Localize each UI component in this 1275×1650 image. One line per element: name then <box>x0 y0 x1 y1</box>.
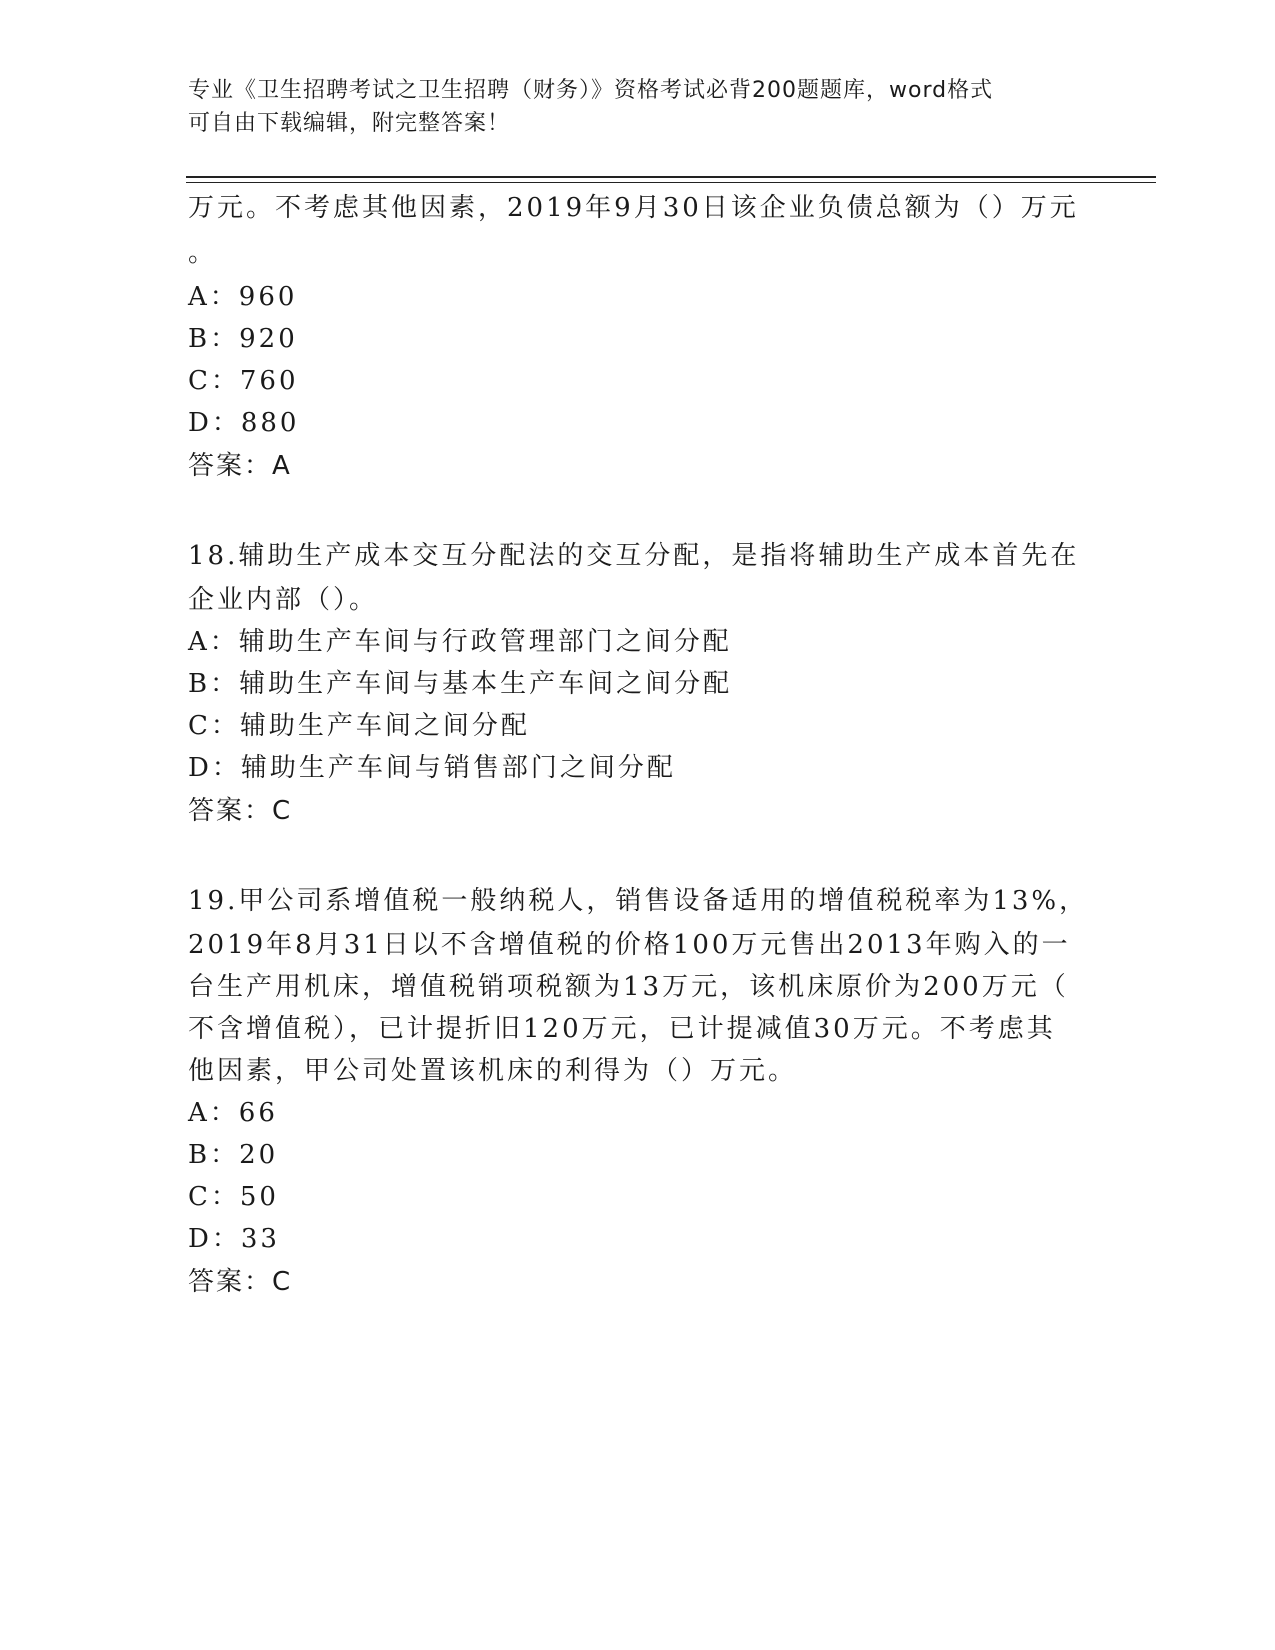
question-18-text-line-2: 企业内部（）。 <box>188 585 379 615</box>
question-19-option-b: B：20 <box>188 1140 279 1170</box>
question-17-text-line-1: 万元。不考虑其他因素，2019年9月30日该企业负债总额为（）万元 <box>188 193 1079 223</box>
question-17-answer: 答案：A <box>188 451 292 481</box>
question-17-option-d: D：880 <box>188 408 300 438</box>
question-17-option-b: B：920 <box>188 324 298 354</box>
header-divider-thick <box>186 176 1156 178</box>
question-17-option-c: C：760 <box>188 366 299 396</box>
question-18-option-d: D：辅助生产车间与销售部门之间分配 <box>188 753 676 783</box>
question-17-option-a: A：960 <box>188 282 298 312</box>
document-body <box>188 186 1088 1305</box>
question-18-option-c: C：辅助生产车间之间分配 <box>188 711 530 741</box>
question-19-text-line-1: 19.甲公司系增值税一般纳税人，销售设备适用的增值税税率为13%， <box>188 886 1089 916</box>
header-line-1: 专业《卫生招聘考试之卫生招聘（财务）》资格考试必背200题题库，word格式 <box>188 78 994 103</box>
question-19-option-c: C：50 <box>188 1182 279 1212</box>
question-18-answer: 答案：C <box>188 796 293 826</box>
header-divider-thin <box>186 182 1156 183</box>
header-line-2: 可自由下载编辑，附完整答案！ <box>188 111 511 136</box>
question-18 <box>188 534 1088 834</box>
question-17-text-line-2: 。 <box>188 238 218 268</box>
question-19-option-a: A：66 <box>188 1098 278 1128</box>
question-19-text-line-3: 台生产用机床，增值税销项税额为13万元，该机床原价为200万元（ <box>188 972 1069 1002</box>
question-spacer <box>188 489 1088 534</box>
question-spacer <box>188 834 1088 879</box>
question-19-answer: 答案：C <box>188 1267 293 1297</box>
question-19 <box>188 879 1088 1305</box>
question-19-option-d: D：33 <box>188 1224 280 1254</box>
question-19-text-line-5: 他因素，甲公司处置该机床的利得为（）万元。 <box>188 1056 798 1086</box>
question-18-option-a: A：辅助生产车间与行政管理部门之间分配 <box>188 627 732 657</box>
question-18-text-line-1: 18.辅助生产成本交互分配法的交互分配，是指将辅助生产成本首先在 <box>188 541 1080 571</box>
question-18-option-b: B：辅助生产车间与基本生产车间之间分配 <box>188 669 733 699</box>
question-19-text-line-4: 不含增值税），已计提折旧120万元，已计提减值30万元。不考虑其 <box>188 1014 1056 1044</box>
question-19-text-line-2: 2019年8月31日以不含增值税的价格100万元售出2013年购入的一 <box>188 930 1071 960</box>
document-header <box>188 74 1068 140</box>
question-17 <box>188 186 1088 489</box>
